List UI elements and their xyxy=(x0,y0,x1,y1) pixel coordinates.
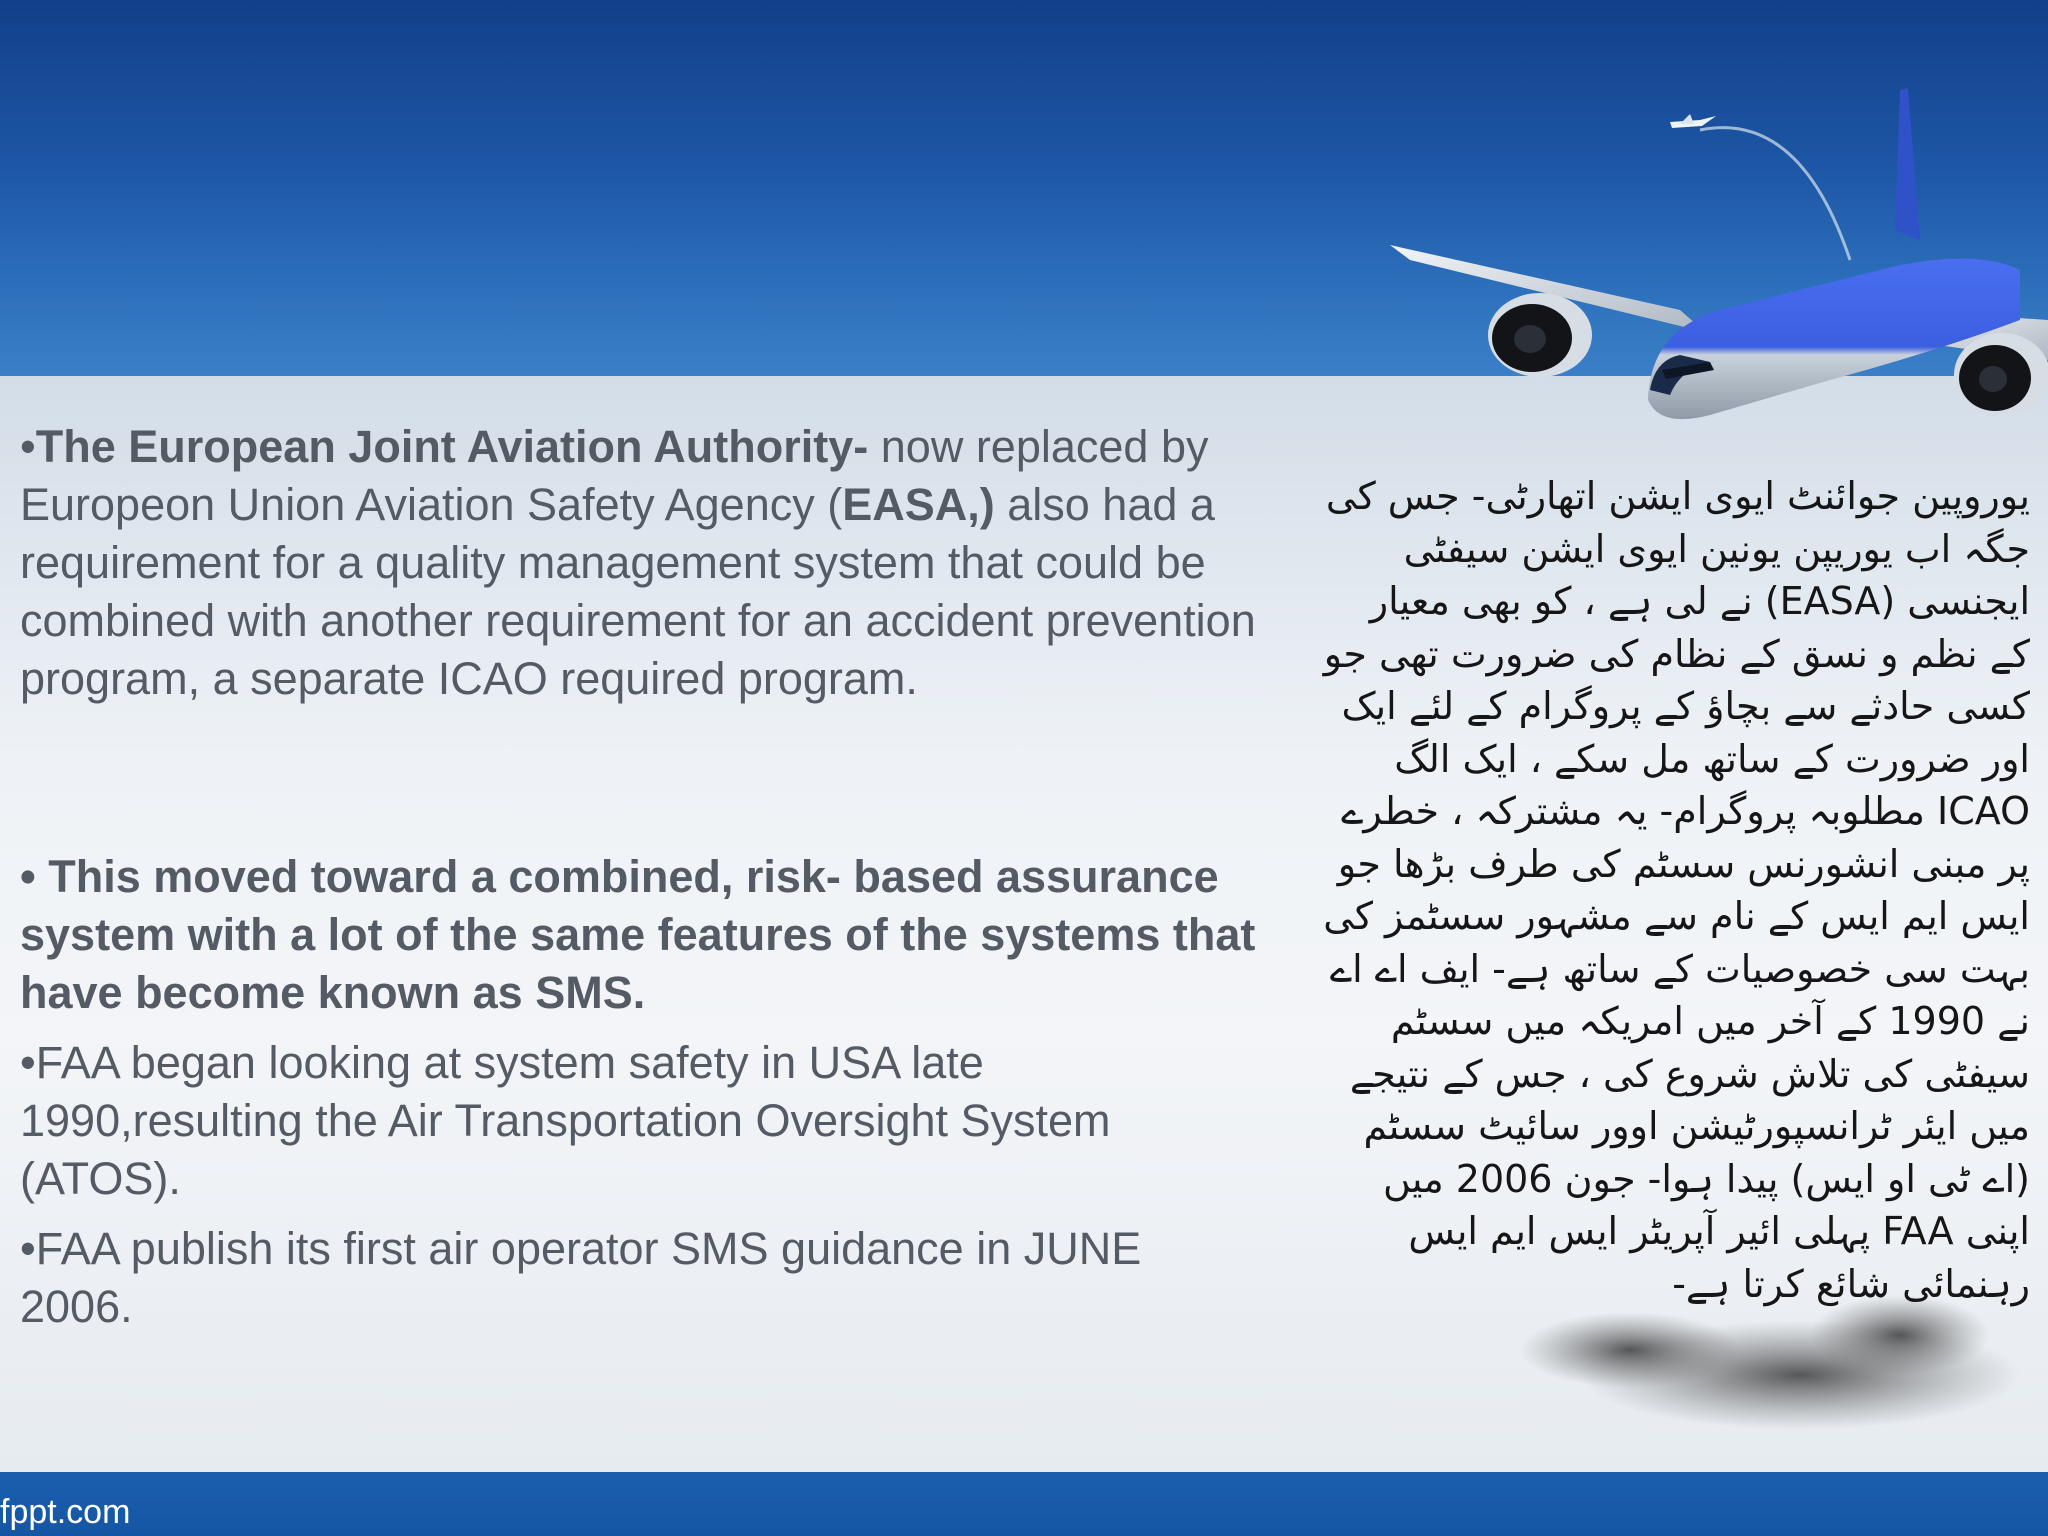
easa-acronym: EASA,) xyxy=(842,479,995,530)
distant-airplane-icon xyxy=(1670,114,1716,128)
airplane-icon xyxy=(1380,70,2048,470)
jaa-text-a: now replaced by Europeon Union Aviation Safety Agency ( xyxy=(20,421,1209,530)
paragraph-faa-atos: •FAA began looking at system safety in USA late 1990,resulting the Air Transportation Oversight System (ATOS). xyxy=(20,1037,1111,1204)
footer-bar xyxy=(0,1472,2048,1536)
bullet: • xyxy=(20,421,36,472)
paragraph-faa-guidance: •FAA publish its first air operator SMS guidance in JUNE 2006. xyxy=(20,1223,1142,1332)
paragraph-risk-based: • This moved toward a combined, risk- based assurance system with a lot of the same features of the systems that have become known as SMS. xyxy=(20,851,1256,1018)
jaa-text-b: also had a requirement for a quality management system that could be combined with another requirement for an accident prevention program, a separate ICAO required program. xyxy=(20,479,1256,704)
jaa-heading: The European Joint Aviation Authority- xyxy=(35,421,869,472)
engine-left-icon xyxy=(1488,293,1592,377)
footer-brand: fppt.com xyxy=(0,1493,131,1531)
paragraph-jaa xyxy=(20,418,1260,708)
urdu-translation: یوروپین جوائنٹ ایوی ایشن اتھارٹی- جس کی جگہ اب یوریپن یونین ایوی ایشن سیفٹی ایجنسی (EASA) نے لی ہے ، کو بھی معیار کے نظم و نسق کے نظام کی ضرورت تھی جو کسی حادثے سے بچاؤ کے پروگرام کے لئے ایک اور ضرورت کے ساتھ مل سکے ، ایک الگ ICAO مطلوبہ پروگرام- یہ مشترکہ ، خطرے پر مبنی انشورنس سسٹم کی طرف بڑھا جو ایس ایم ایس کے نام سے مشہور سسٹمز کی بہت سی خصوصیات کے ساتھ ہے- ایف اے اے نے 1990 کے آخر میں امریکہ میں سسٹم سیفٹی کی تلاش شروع کی ، جس کے نتیجے میں ایئر ٹرانسپورٹیشن اوور سائیٹ سسٹم (اے ٹی او ایس) پیدا ہوا- جون 2006 میں اپنی FAA پہلی ائیر آپریٹر ایس ایم ایس رہنمائی شائع کرتا ہے- xyxy=(1323,474,2030,1306)
engine-right-icon xyxy=(1954,333,2048,417)
